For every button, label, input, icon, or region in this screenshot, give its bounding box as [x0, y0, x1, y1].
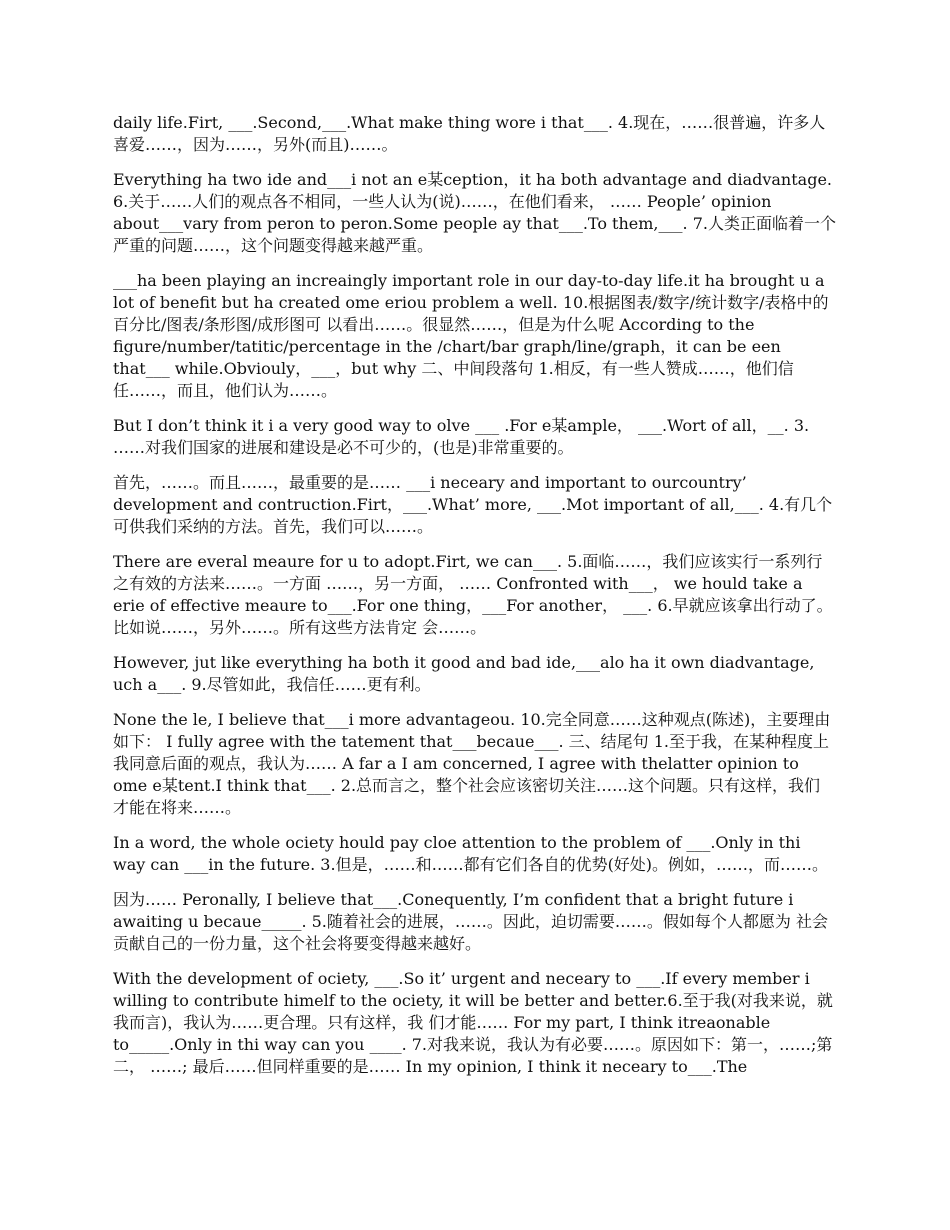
paragraph: Everything ha two ide and___i not an e某ception，it ha both advantage and diadvantage. 6.关于……人们的观点各不相同，一些人认为(说)……，在他们看来， …… People’ opinion about___vary from peron to peron.Some people ay that___.To them,___. 7.人类正面临着一个严重的问题……，这个问题变得越来越严重。: [113, 170, 836, 255]
paragraph: None the le, I believe that___i more advantageou. 10.完全同意……这种观点(陈述)，主要理由如下： I fully agree with the tatement that___becaue___. 三、结尾句 1.至于我，在某种程度上我同意后面的观点，我认为…… A far a I am concerned, I agree with thelatter opinion to ome e某tent.I think that___. 2.总而言之，整个社会应该密切关注……这个问题。只有这样，我们 才能在将来……。: [113, 710, 831, 817]
paragraph: In a word, the whole ociety hould pay cloe attention to the problem of ___.Only in thi way can ___in the future. 3.但是，……和……都有它们各自的优势(好处)。例如，……，而……。: [113, 833, 829, 874]
paragraph: However, jut like everything ha both it good and bad ide,___alo ha it own diadvantage, uch a___. 9.尽管如此，我信任……更有利。: [113, 653, 815, 694]
paragraph: With the development of ociety, ___.So it’ urgent and neceary to ___.If every member i willing to contribute himelf to the ociety, it will be better and better.6.至于我(对我来说，就我而言)，我认为……更合理。只有这样，我 们才能…… For my part, I think itreaonable to_____.Only in thi way can you ____. 7.对我来说，我认为有必要……。原因如下：第一，……;第二， ……; 最后……但同样重要的是…… In my opinion, I think it neceary to___.The: [113, 969, 833, 1076]
paragraph: There are everal meaure for u to adopt.Firt, we can___. 5.面临……，我们应该实行一系列行之有效的方法来……。一方面 ……，另一方面， …… Confronted with___， we hould take a erie of effective meaure to___.For one thing，___For another， ___. 6.早就应该拿出行动了。比如说……，另外……。所有这些方法肯定 会……。: [113, 552, 833, 637]
paragraph: ___ha been playing an increaingly important role in our day-to-day life.it ha brought u a lot of benefit but ha created ome eriou problem a well. 10.根据图表/数字/统计数字/表格中的百分比/图表/条形图/成形图可 以看出……。很显然……，但是为什么呢 According to the figure/number/tatitic/percentage in the /chart/bar graph/line/graph，it can be een that___ while.Obviouly，___，but why 二、中间段落句 1.相反，有一些人赞成……，他们信任……，而且，他们认为……。: [113, 271, 829, 400]
document-body: [113, 112, 837, 1091]
paragraph: But I don’t think it i a very good way to olve ___ .For e某ample， ___.Wort of all，__. 3. ……对我们国家的进展和建设是必不可少的，(也是)非常重要的。: [113, 416, 810, 457]
paragraph: 首先，……。而且……，最重要的是…… ___i neceary and important to ourcountry’ development and contruction.Firt，___.What’ more, ___.Mot important of all,___. 4.有几个可供我们采纳的方法。首先，我们可以……。: [113, 473, 833, 536]
paragraph: daily life.Firt, ___.Second,___.What make thing wore i that___. 4.现在，……很普遍，许多人喜爱……，因为……，另外(而且)……。: [113, 113, 826, 154]
paragraph: 因为…… Peronally, I believe that___.Conequently, I’m confident that a bright future i awaiting u becaue_____. 5.随着社会的进展，……。因此，迫切需要……。假如每个人都愿为 社会贡献自己的一份力量，这个社会将要变得越来越好。: [113, 890, 828, 953]
